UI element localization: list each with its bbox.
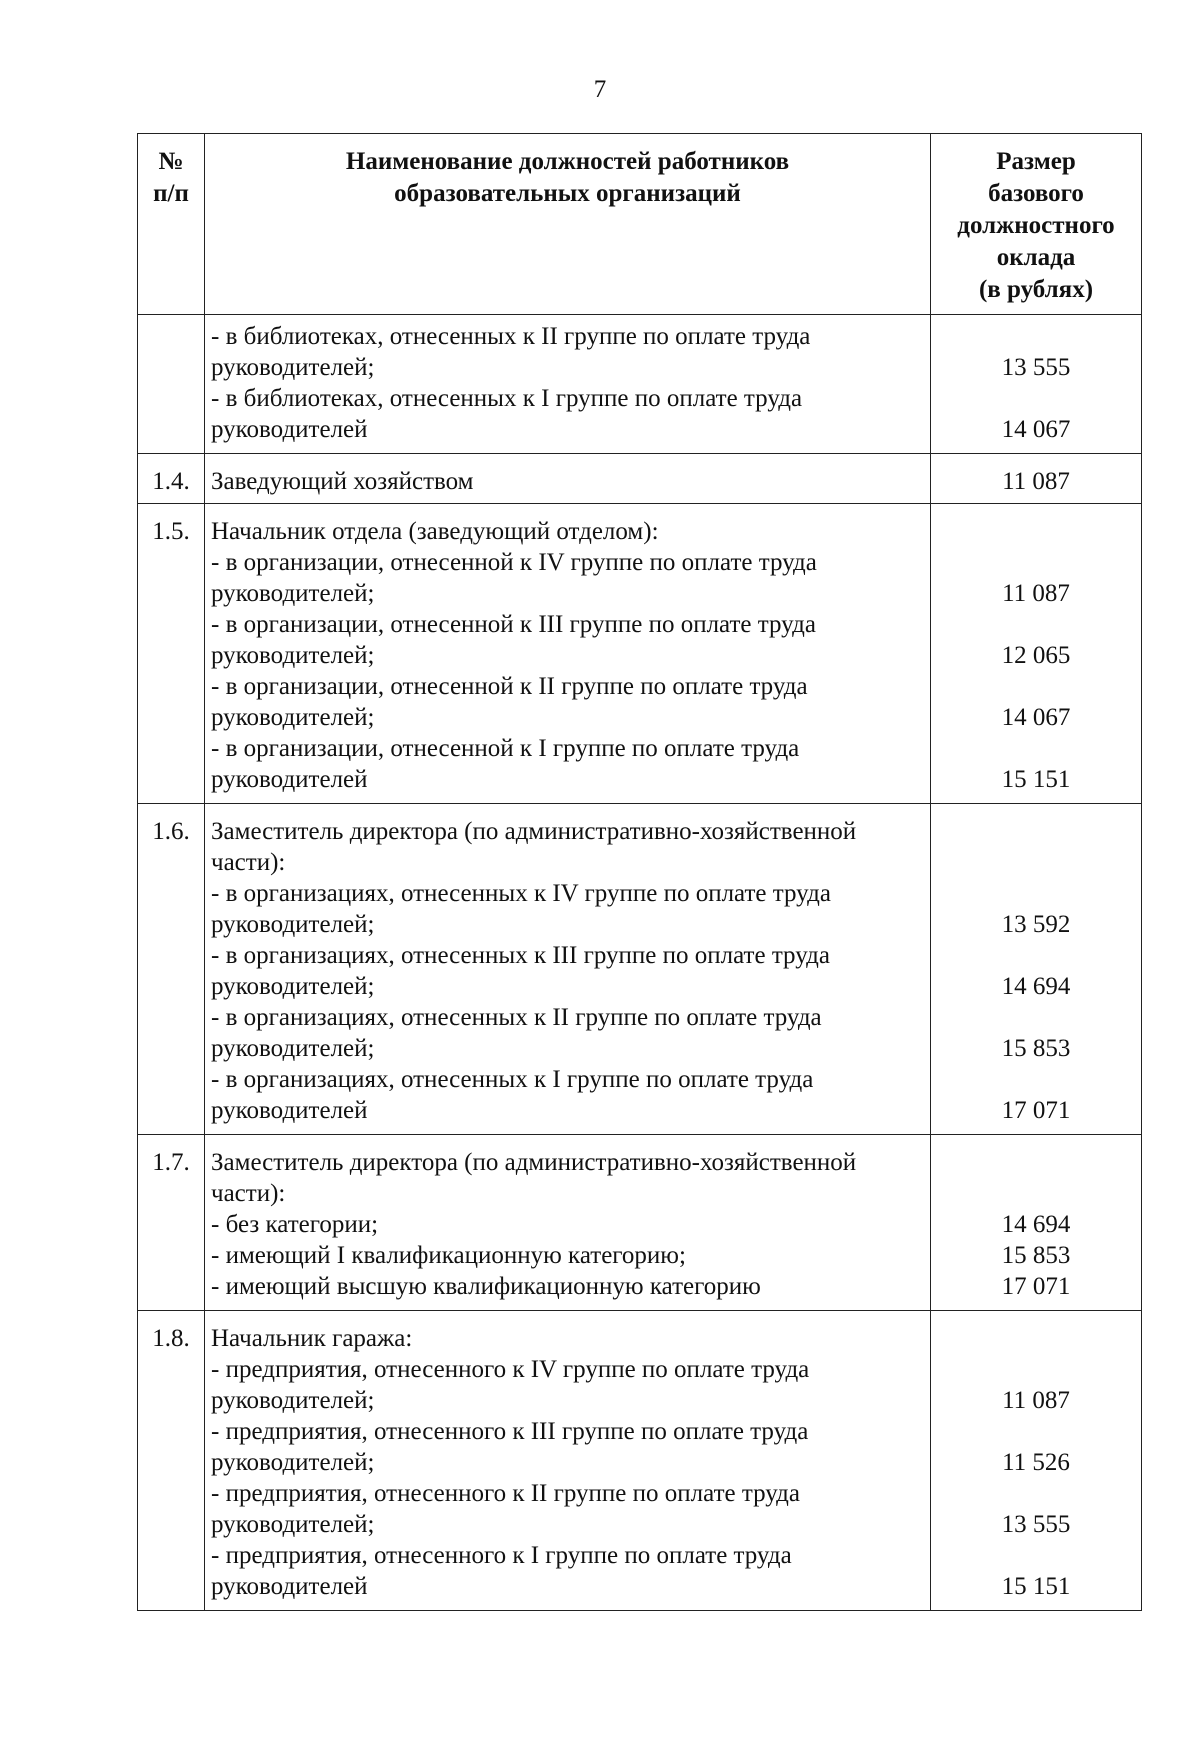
header-number-line: № — [158, 148, 184, 175]
position-name-cell — [205, 804, 931, 1135]
position-name-cell — [205, 315, 931, 454]
position-name-line: - имеющий I квалификационную категорию; — [211, 1242, 686, 1269]
position-name-line: - в организации, отнесенной к II группе по оплате труда — [211, 673, 808, 700]
position-name-line: Начальник отдела (заведующий отделом): — [211, 518, 659, 545]
header-base-salary — [931, 134, 1142, 315]
base-salary-cell — [931, 1135, 1142, 1311]
page-number: 7 — [593, 76, 607, 103]
position-name-cell — [205, 1311, 931, 1611]
header-name-line: Наименование должностей работников — [345, 148, 790, 175]
position-name-line: - предприятия, отнесенного к II группе по оплате труда — [211, 1480, 801, 1507]
table-row — [138, 804, 1142, 1135]
base-salary-value — [931, 940, 1141, 971]
position-name-cell — [205, 504, 931, 804]
base-salary-value: 14 067 — [1001, 704, 1071, 731]
base-salary-value: 11 087 — [1002, 1387, 1070, 1414]
row-number: 1.4. — [138, 454, 205, 504]
position-name-line: - в организации, отнесенной к IV группе по оплате труда — [211, 549, 817, 576]
table-header-row — [138, 134, 1142, 315]
position-name-line: руководителей; — [211, 1449, 375, 1476]
position-name-cell — [205, 454, 931, 504]
base-salary-value — [931, 816, 1141, 847]
position-name-line: руководителей — [211, 1097, 368, 1124]
table-row — [138, 504, 1142, 804]
base-salary-value: 13 555 — [1001, 1511, 1071, 1538]
position-name-line: - имеющий высшую квалификационную категорию — [211, 1273, 761, 1300]
base-salary-cell — [931, 1311, 1142, 1611]
table-row — [138, 1311, 1142, 1611]
base-salary-value: 14 067 — [1001, 416, 1071, 443]
position-name-line: руководителей; — [211, 1387, 375, 1414]
position-name-line: руководителей; — [211, 1035, 375, 1062]
base-salary-cell — [931, 315, 1142, 454]
base-salary-value — [931, 671, 1141, 702]
row-number: 1.6. — [138, 804, 205, 1135]
base-salary-value: 11 087 — [1002, 468, 1070, 495]
row-number: 1.5. — [138, 504, 205, 804]
header-salary-line: Размер — [996, 148, 1076, 175]
row-number: 1.8. — [138, 1311, 205, 1611]
base-salary-value: 13 592 — [1001, 911, 1071, 938]
base-salary-value: 14 694 — [1001, 973, 1071, 1000]
base-salary-value — [931, 609, 1141, 640]
table-row — [138, 454, 1142, 504]
position-name-line: Заместитель директора (по административно-хозяйственной — [211, 818, 857, 845]
base-salary-value — [931, 1064, 1141, 1095]
base-salary-value — [931, 1002, 1141, 1033]
position-name-line: - в организации, отнесенной к I группе по оплате труда — [211, 735, 800, 762]
base-salary-cell — [931, 504, 1142, 804]
salary-table — [137, 133, 1142, 1611]
base-salary-value: 17 071 — [1001, 1097, 1071, 1124]
position-name-line: - в организации, отнесенной к III группе по оплате труда — [211, 611, 816, 638]
header-salary-line: (в рублях) — [978, 276, 1094, 303]
position-name-line: Начальник гаража: — [211, 1325, 413, 1352]
position-name-line: - предприятия, отнесенного к III группе по оплате труда — [211, 1418, 809, 1445]
base-salary-value — [931, 733, 1141, 764]
position-name-line: руководителей; — [211, 1511, 375, 1538]
position-name-line: руководителей; — [211, 973, 375, 1000]
position-name-line: - без категории; — [211, 1211, 379, 1238]
header-number-line: п/п — [153, 180, 189, 207]
position-name-line: - предприятия, отнесенного к I группе по оплате труда — [211, 1542, 792, 1569]
base-salary-cell — [931, 454, 1142, 504]
header-salary-line: базового — [988, 180, 1084, 207]
base-salary-value — [931, 321, 1141, 352]
header-position-name — [205, 134, 931, 315]
position-name-line: Заместитель директора (по административно-хозяйственной — [211, 1149, 857, 1176]
header-name-line: образовательных организаций — [394, 180, 741, 207]
base-salary-value: 13 555 — [1001, 354, 1071, 381]
position-name-line: руководителей — [211, 1573, 368, 1600]
header-number — [138, 134, 205, 315]
base-salary-value: 15 853 — [1001, 1035, 1071, 1062]
position-name-line: части): — [211, 849, 286, 876]
base-salary-value — [931, 1478, 1141, 1509]
base-salary-cell — [931, 804, 1142, 1135]
position-name-line: части): — [211, 1180, 286, 1207]
base-salary-value — [931, 547, 1141, 578]
base-salary-value — [931, 1147, 1141, 1178]
table-row — [138, 1135, 1142, 1311]
position-name-line: - в библиотеках, отнесенных к II группе по оплате труда — [211, 323, 811, 350]
position-name-line: руководителей — [211, 416, 368, 443]
position-name-line: - в организациях, отнесенных к II группе по оплате труда — [211, 1004, 822, 1031]
position-name-line: руководителей; — [211, 642, 375, 669]
row-number: 1.7. — [138, 1135, 205, 1311]
header-salary-line: оклада — [996, 244, 1076, 271]
header-salary-line: должностного — [957, 212, 1115, 239]
position-name-cell — [205, 1135, 931, 1311]
table-body — [138, 315, 1142, 1611]
position-name-line: - предприятия, отнесенного к IV группе по оплате труда — [211, 1356, 810, 1383]
base-salary-value: 11 526 — [1002, 1449, 1070, 1476]
base-salary-value — [931, 1323, 1141, 1354]
position-name-line: руководителей — [211, 766, 368, 793]
base-salary-value: 14 694 — [1001, 1211, 1071, 1238]
position-name-line: руководителей; — [211, 354, 375, 381]
position-name-line: руководителей; — [211, 580, 375, 607]
base-salary-value: 15 151 — [1001, 766, 1071, 793]
base-salary-value: 15 151 — [1001, 1573, 1071, 1600]
base-salary-value — [931, 1178, 1141, 1209]
base-salary-value: 17 071 — [1001, 1273, 1071, 1300]
base-salary-value — [931, 878, 1141, 909]
position-name-line: - в организациях, отнесенных к IV группе по оплате труда — [211, 880, 831, 907]
base-salary-value — [931, 1540, 1141, 1571]
position-name-line: руководителей; — [211, 704, 375, 731]
position-name-line: - в библиотеках, отнесенных к I группе по оплате труда — [211, 385, 803, 412]
base-salary-value: 11 087 — [1002, 580, 1070, 607]
position-name-line: Заведующий хозяйством — [211, 468, 474, 495]
base-salary-value — [931, 847, 1141, 878]
base-salary-value: 12 065 — [1001, 642, 1071, 669]
position-name-line: - в организациях, отнесенных к I группе по оплате труда — [211, 1066, 814, 1093]
position-name-line: - в организациях, отнесенных к III группе по оплате труда — [211, 942, 830, 969]
base-salary-value — [931, 1354, 1141, 1385]
table-row — [138, 315, 1142, 454]
row-number — [138, 315, 205, 454]
base-salary-value — [931, 516, 1141, 547]
base-salary-value: 15 853 — [1001, 1242, 1071, 1269]
base-salary-value — [931, 1416, 1141, 1447]
base-salary-value — [931, 383, 1141, 414]
position-name-line: руководителей; — [211, 911, 375, 938]
